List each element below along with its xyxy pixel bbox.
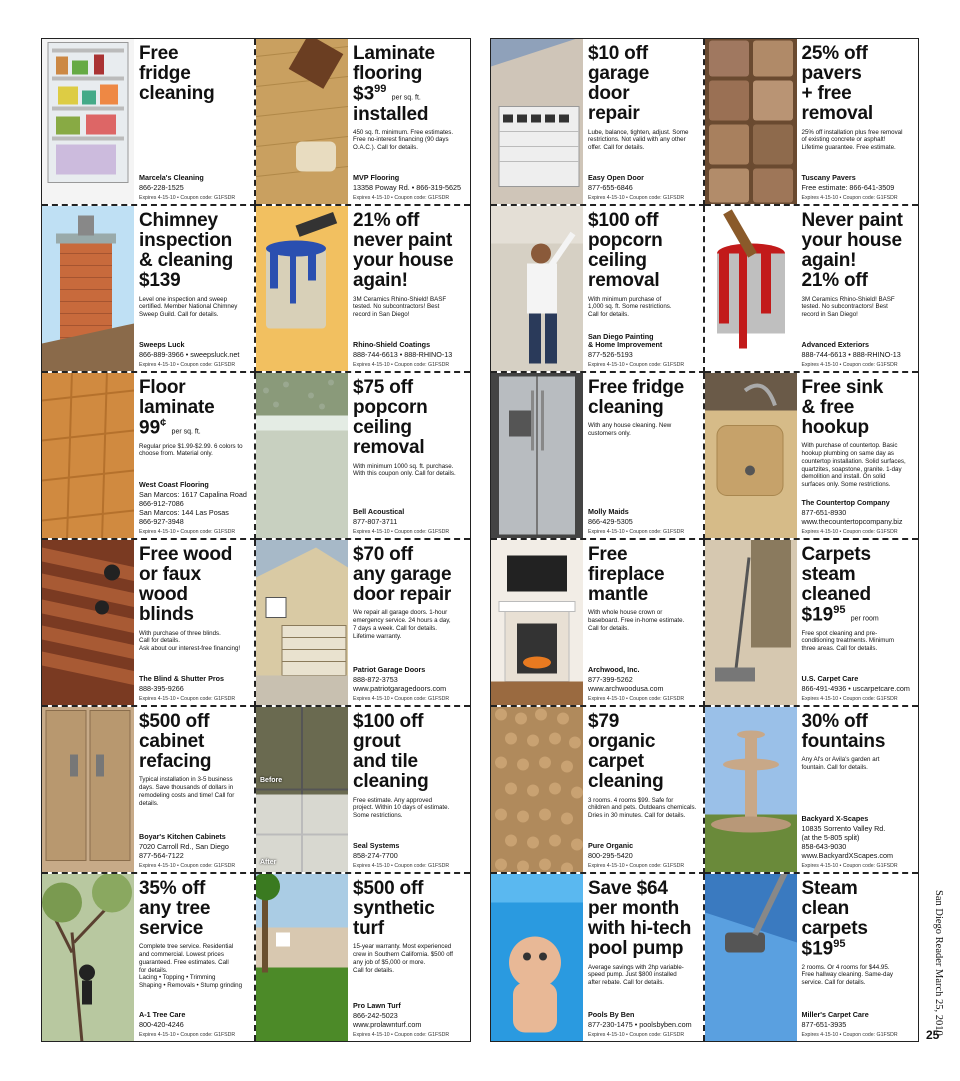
right-coupon-5 bbox=[491, 373, 705, 540]
coupon-expiration: Expires 4-15-10 • Coupon code: G1FSDR bbox=[588, 362, 685, 368]
coupon-expiration: Expires 4-15-10 • Coupon code: G1FSDR bbox=[801, 1032, 898, 1038]
left-coupon-2 bbox=[256, 39, 470, 206]
coupon-headline: Laminate flooring bbox=[353, 43, 435, 85]
coupon-expiration: Expires 4-15-10 • Coupon code: G1FSDR bbox=[801, 195, 898, 201]
coupon-headline: 21% off never paint your house again! bbox=[353, 210, 454, 292]
coupon-photo-steelfridge bbox=[491, 373, 583, 538]
right-coupon-sheet bbox=[490, 38, 919, 1042]
coupon-expiration: Expires 4-15-10 • Coupon code: G1FSDR bbox=[353, 1032, 450, 1038]
business-name: Rhino-Shield Coatings bbox=[353, 340, 431, 350]
coupon-text bbox=[134, 540, 254, 705]
publication-date-text: San Diego Reader March 25, 2010 bbox=[933, 890, 944, 1036]
right-coupon-1 bbox=[491, 39, 705, 206]
business-contact: 866-242-5023 www.prolawnturf.com bbox=[353, 1011, 422, 1029]
coupon-description: With minimum purchase of 1,000 sq. ft. Some restrictions. Call for details. bbox=[588, 295, 672, 318]
coupon-headline: Chimney inspection & cleaning $139 bbox=[139, 210, 234, 292]
business-contact: 866-491-4936 • uscarpetcare.com bbox=[801, 684, 910, 693]
business-contact: 10835 Sorrento Valley Rd. (at the 5-805 split) 858-643-9030 www.BackyardXScapes.com bbox=[801, 824, 893, 860]
business-name: Pro Lawn Turf bbox=[353, 1001, 401, 1011]
coupon-expiration: Expires 4-15-10 • Coupon code: G1FSDR bbox=[801, 362, 898, 368]
coupon-text bbox=[134, 373, 254, 538]
coupon-description: Free estimate. Any approved project. Within 10 days of estimate. Some restrictions. bbox=[353, 796, 450, 819]
business-name: Tuscany Pavers bbox=[801, 173, 856, 183]
coupon-description: With purchase of three blinds. Call for details. Ask about our interest-free financing! bbox=[139, 629, 241, 652]
coupon-expiration: Expires 4-15-10 • Coupon code: G1FSDR bbox=[139, 1032, 236, 1038]
coupon-headline: Save $64 per month with hi-tech pool pump bbox=[588, 878, 692, 960]
coupon-description: 3M Ceramics Rhino-Shield! BASF tested. No subcontractors! Best record in San Diego! bbox=[353, 295, 447, 318]
coupon-headline: Steam clean carpets bbox=[801, 878, 868, 940]
right-coupon-12 bbox=[705, 874, 919, 1041]
coupon-photo-sink bbox=[705, 373, 797, 538]
coupon-description: With purchase of countertop. Basic hookup plumbing on same day as countertop installation. Solid surfaces, quartzites, soapstone, granite. 1-day demolition and install. On solid surfaces only. Some restrictions. bbox=[801, 442, 906, 489]
coupon-expiration: Expires 4-15-10 • Coupon code: G1FSDR bbox=[801, 529, 898, 535]
business-name: Boyar's Kitchen Cabinets bbox=[139, 832, 226, 842]
coupon-text bbox=[583, 206, 703, 371]
business-name: San Diego Painting & Home Improvement bbox=[588, 331, 663, 350]
coupon-text bbox=[797, 373, 919, 538]
business-name: Backyard X-Scapes bbox=[801, 814, 869, 824]
coupon-expiration: Expires 4-15-10 • Coupon code: G1FSDR bbox=[353, 362, 450, 368]
business-name: Seal Systems bbox=[353, 841, 400, 851]
coupon-expiration: Expires 4-15-10 • Coupon code: G1FSDR bbox=[353, 195, 450, 201]
coupon-text bbox=[348, 206, 470, 371]
business-contact: 877-655-6846 bbox=[588, 183, 633, 192]
coupon-photo-bluepaint bbox=[256, 206, 348, 371]
left-coupon-10 bbox=[256, 707, 470, 874]
coupon-price bbox=[353, 84, 466, 104]
right-coupon-10 bbox=[705, 707, 919, 874]
coupon-photo-worker bbox=[491, 206, 583, 371]
coupon-description: Complete tree service. Residential and commercial. Lowest prices guaranteed. Free estimates. Call for details. Lacing • Topping • Trimming Shaping • Removals • Stump grinding bbox=[139, 943, 243, 990]
coupon-text bbox=[797, 206, 919, 371]
business-name: Sweeps Luck bbox=[139, 340, 185, 350]
coupon-headline: Carpets steam cleaned bbox=[801, 544, 871, 606]
business-name: Marcela's Cleaning bbox=[139, 173, 204, 183]
coupon-price bbox=[802, 939, 915, 959]
business-name: U.S. Carpet Care bbox=[801, 674, 859, 684]
coupon-price bbox=[139, 418, 250, 438]
business-name: Bell Acoustical bbox=[353, 507, 405, 517]
coupon-description: We repair all garage doors. 1-hour emergency service. 24 hours a day, 7 days a week. Call for details. Lifetime warranty. bbox=[353, 609, 451, 640]
coupon-text bbox=[134, 206, 254, 371]
business-name: West Coast Flooring bbox=[139, 480, 209, 490]
right-coupon-6 bbox=[705, 373, 919, 540]
coupon-description: 3M Ceramics Rhino-Shield! BASF tested. No subcontractors! Best record in San Diego! bbox=[801, 295, 895, 318]
coupon-expiration: Expires 4-15-10 • Coupon code: G1FSDR bbox=[588, 529, 685, 535]
business-contact: 877-526-5193 bbox=[588, 350, 633, 359]
business-name: Pure Organic bbox=[588, 841, 634, 851]
left-coupon-7 bbox=[42, 540, 256, 707]
left-coupon-8 bbox=[256, 540, 470, 707]
business-name: A-1 Tree Care bbox=[139, 1010, 186, 1020]
business-name: The Blind & Shutter Pros bbox=[139, 674, 225, 684]
business-name: Archwood, Inc. bbox=[588, 665, 640, 675]
right-coupon-7 bbox=[491, 540, 705, 707]
coupon-expiration: Expires 4-15-10 • Coupon code: G1FSDR bbox=[588, 1032, 685, 1038]
price-main: 99 bbox=[139, 417, 161, 439]
coupon-description: Free spot cleaning and pre- conditioning treatments. Minimum three areas. Call for details. bbox=[801, 629, 895, 653]
coupon-headline: $70 off any garage door repair bbox=[353, 544, 452, 606]
coupon-photo-tile bbox=[256, 707, 348, 872]
coupon-headline-2: installed bbox=[353, 103, 429, 125]
coupon-description: Lube, balance, tighten, adjust. Some restrictions. Not valid with any other offer. Call for details. bbox=[588, 128, 689, 151]
coupon-photo-lawn bbox=[256, 874, 348, 1041]
coupon-expiration: Expires 4-15-10 • Coupon code: G1FSDR bbox=[139, 195, 236, 201]
business-contact: 888-872-3753 www.patriotgaragedoors.com bbox=[353, 675, 447, 693]
price-main: $3 bbox=[353, 83, 375, 105]
right-coupon-3 bbox=[491, 206, 705, 373]
right-coupon-9 bbox=[491, 707, 705, 874]
coupon-expiration: Expires 4-15-10 • Coupon code: G1FSDR bbox=[353, 863, 450, 869]
price-unit: per room bbox=[850, 615, 879, 623]
business-contact: 800-295-5420 bbox=[588, 851, 633, 860]
side-publication-line bbox=[922, 890, 952, 1050]
coupon-expiration: Expires 4-15-10 • Coupon code: G1FSDR bbox=[353, 529, 450, 535]
coupon-expiration: Expires 4-15-10 • Coupon code: G1FSDR bbox=[801, 696, 898, 702]
coupon-headline: $100 off popcorn ceiling removal bbox=[588, 210, 663, 292]
coupon-expiration: Expires 4-15-10 • Coupon code: G1FSDR bbox=[801, 863, 898, 869]
coupon-photo-wood bbox=[42, 373, 134, 538]
left-coupon-6 bbox=[256, 373, 470, 540]
business-contact: 7020 Carroll Rd., San Diego 877-564-7122 bbox=[139, 842, 229, 860]
price-cents: 95 bbox=[833, 604, 846, 617]
business-name: The Countertop Company bbox=[801, 498, 890, 508]
coupon-photo-carpet bbox=[705, 540, 797, 705]
coupon-headline: Floor laminate bbox=[139, 377, 215, 419]
coupon-text bbox=[583, 874, 703, 1041]
coupon-description: With whole house crown or baseboard. Free in-home estimate. Call for details. bbox=[588, 609, 685, 632]
right-coupon-11 bbox=[491, 874, 705, 1041]
coupon-photo-fridge bbox=[42, 39, 134, 204]
coupon-headline: $100 off grout and tile cleaning bbox=[353, 711, 429, 793]
after-label: After bbox=[260, 859, 277, 866]
coupon-description: With any house cleaning. New customers only. bbox=[588, 422, 672, 437]
price-cents: ¢ bbox=[160, 417, 167, 430]
business-contact: 877-651-8930 www.thecountertopcompany.biz bbox=[801, 508, 903, 526]
coupon-photo-cabinet bbox=[42, 707, 134, 872]
before-label: Before bbox=[260, 777, 283, 784]
coupon-expiration: Expires 4-15-10 • Coupon code: G1FSDR bbox=[588, 195, 685, 201]
coupon-text bbox=[583, 540, 703, 705]
price-cents: 99 bbox=[374, 83, 387, 96]
business-contact: 888-744-6613 • 888-RHINO-13 bbox=[353, 350, 453, 359]
coupon-headline: Free wood or faux wood blinds bbox=[139, 544, 233, 626]
business-contact: Free estimate: 866-641-3509 bbox=[801, 183, 895, 192]
coupon-headline: Free fireplace mantle bbox=[588, 544, 665, 606]
right-coupon-2 bbox=[705, 39, 919, 206]
price-unit: per sq. ft. bbox=[171, 428, 201, 436]
business-contact: 877-807-3711 bbox=[353, 517, 398, 526]
coupon-text bbox=[134, 39, 254, 204]
coupon-photo-chimney bbox=[42, 206, 134, 371]
page-number: 25 bbox=[926, 1028, 940, 1042]
coupon-photo-blinds bbox=[42, 540, 134, 705]
coupon-text bbox=[797, 540, 919, 705]
left-coupon-sheet bbox=[41, 38, 471, 1042]
business-contact: 800-420-4246 bbox=[139, 1020, 184, 1029]
coupon-description: 25% off installation plus free removal of existing concrete or asphalt! Lifetime guarantee. Free estimate. bbox=[801, 128, 903, 151]
business-name: Pools By Ben bbox=[588, 1010, 635, 1020]
coupon-photo-vacuum bbox=[705, 874, 797, 1041]
business-contact: 858-274-7700 bbox=[353, 851, 398, 860]
coupon-text bbox=[134, 707, 254, 872]
business-contact: 877-399-5262 www.archwoodusa.com bbox=[588, 675, 664, 693]
business-name: Easy Open Door bbox=[588, 173, 644, 183]
coupon-description: Typical installation in 3-5 business days. Save thousands of dollars in remodeling costs and time! Call for details. bbox=[139, 776, 235, 807]
coupon-headline: $75 off popcorn ceiling removal bbox=[353, 377, 428, 459]
price-unit: per sq. ft. bbox=[391, 94, 421, 102]
coupon-text bbox=[348, 707, 470, 872]
coupon-price bbox=[802, 605, 915, 625]
coupon-text bbox=[134, 874, 254, 1041]
coupon-expiration: Expires 4-15-10 • Coupon code: G1FSDR bbox=[353, 696, 450, 702]
business-name: Molly Maids bbox=[588, 507, 629, 517]
coupon-text bbox=[797, 39, 919, 204]
coupon-photo-garage bbox=[491, 39, 583, 204]
coupon-headline: 35% off any tree service bbox=[139, 878, 211, 940]
coupon-expiration: Expires 4-15-10 • Coupon code: G1FSDR bbox=[139, 863, 236, 869]
business-contact: 866-228-1525 bbox=[139, 183, 184, 192]
left-coupon-5 bbox=[42, 373, 256, 540]
coupon-photo-tree bbox=[42, 874, 134, 1041]
business-contact: 888-395-9266 bbox=[139, 684, 184, 693]
left-coupon-1 bbox=[42, 39, 256, 206]
coupon-photo-pool bbox=[491, 874, 583, 1041]
coupon-description: 2 rooms. Or 4 rooms for $44.95. Free hallway cleaning. Same-day service. Call for details. bbox=[801, 963, 893, 987]
coupon-headline: Free sink & free hookup bbox=[801, 377, 884, 439]
coupon-expiration: Expires 4-15-10 • Coupon code: G1FSDR bbox=[139, 696, 236, 702]
coupon-description: With minimum 1000 sq. ft. purchase. With this coupon only. Call for details. bbox=[353, 462, 456, 478]
coupon-photo-popcorn bbox=[256, 373, 348, 538]
business-contact: 888-744-6613 • 888-RHINO-13 bbox=[801, 350, 901, 359]
coupon-expiration: Expires 4-15-10 • Coupon code: G1FSDR bbox=[139, 529, 236, 535]
business-contact: 866-429-5305 bbox=[588, 517, 633, 526]
coupon-description: 3 rooms. 4 rooms $99. Safe for children and pets. Outdeans chemicals. Dries in 30 minutes. Call for details. bbox=[588, 796, 697, 819]
coupon-photo-laminate bbox=[256, 39, 348, 204]
coupon-expiration: Expires 4-15-10 • Coupon code: G1FSDR bbox=[588, 696, 685, 702]
business-name: MVP Flooring bbox=[353, 173, 400, 183]
price-main: $19 bbox=[801, 938, 834, 960]
coupon-headline: Free fridge cleaning bbox=[139, 43, 215, 105]
coupon-description: Any Al's or Avila's garden art fountain. Call for details. bbox=[801, 756, 880, 771]
coupon-photo-berber bbox=[491, 707, 583, 872]
coupon-photo-pavers bbox=[705, 39, 797, 204]
price-cents: 95 bbox=[833, 938, 846, 951]
coupon-headline: $79 organic carpet cleaning bbox=[588, 711, 664, 793]
business-contact: 13358 Poway Rd. • 866-319-5625 bbox=[353, 183, 462, 192]
coupon-text bbox=[583, 707, 703, 872]
coupon-text bbox=[348, 874, 470, 1041]
business-name: Advanced Exteriors bbox=[801, 340, 870, 350]
left-coupon-12 bbox=[256, 874, 470, 1041]
business-contact: 877-230-1475 • poolsbyben.com bbox=[588, 1020, 692, 1029]
business-name: Miller's Carpet Care bbox=[801, 1010, 869, 1020]
business-contact: 877-651-3935 bbox=[801, 1020, 847, 1029]
coupon-expiration: Expires 4-15-10 • Coupon code: G1FSDR bbox=[588, 863, 685, 869]
coupon-description: 15-year warranty. Most experienced crew in Southern California. $500 off any job of $5,000 or more. Call for details. bbox=[353, 943, 453, 974]
coupon-text bbox=[583, 373, 703, 538]
coupon-description: Average savings with 2hp variable- speed pump. Just $800 installed after rebate. Call for details. bbox=[588, 963, 684, 986]
price-main: $19 bbox=[801, 604, 834, 626]
coupon-text bbox=[348, 39, 470, 204]
coupon-description: Regular price $1.99-$2.99. 6 colors to choose from. Material only. bbox=[139, 442, 243, 458]
business-name: Patriot Garage Doors bbox=[353, 665, 426, 675]
coupon-headline: $10 off garage door repair bbox=[588, 43, 650, 125]
left-coupon-4 bbox=[256, 206, 470, 373]
coupon-expiration: Expires 4-15-10 • Coupon code: G1FSDR bbox=[139, 362, 236, 368]
coupon-headline: 25% off pavers + free removal bbox=[801, 43, 873, 125]
coupon-description: 450 sq. ft. minimum. Free estimates. Free no-interest financing (90 days O.A.C.). Call for details. bbox=[353, 128, 454, 152]
coupon-headline: 30% off fountains bbox=[801, 711, 886, 753]
coupon-headline: Never paint your house again! 21% off bbox=[801, 210, 903, 292]
coupon-text bbox=[583, 39, 703, 204]
left-coupon-3 bbox=[42, 206, 256, 373]
coupon-photo-house bbox=[256, 540, 348, 705]
coupon-text bbox=[797, 707, 919, 872]
left-coupon-11 bbox=[42, 874, 256, 1041]
coupon-headline: Free fridge cleaning bbox=[588, 377, 684, 419]
coupon-headline: $500 off synthetic turf bbox=[353, 878, 435, 940]
coupon-photo-fountain bbox=[705, 707, 797, 872]
coupon-text bbox=[348, 373, 470, 538]
coupon-description: Level one inspection and sweep certified. Member National Chimney Sweep Guild. Call for details. bbox=[139, 295, 238, 318]
business-contact: 866-889-3966 • sweepsluck.net bbox=[139, 350, 240, 359]
left-coupon-9 bbox=[42, 707, 256, 874]
coupon-text bbox=[348, 540, 470, 705]
coupon-text bbox=[797, 874, 919, 1041]
coupon-photo-fireplace bbox=[491, 540, 583, 705]
right-coupon-8 bbox=[705, 540, 919, 707]
right-coupon-4 bbox=[705, 206, 919, 373]
coupon-headline: $500 off cabinet refacing bbox=[139, 711, 212, 773]
business-contact: San Marcos: 1617 Capalina Road 866-912-7086 San Marcos: 144 Las Posas 866-927-3948 bbox=[139, 490, 247, 526]
coupon-photo-redpaint bbox=[705, 206, 797, 371]
